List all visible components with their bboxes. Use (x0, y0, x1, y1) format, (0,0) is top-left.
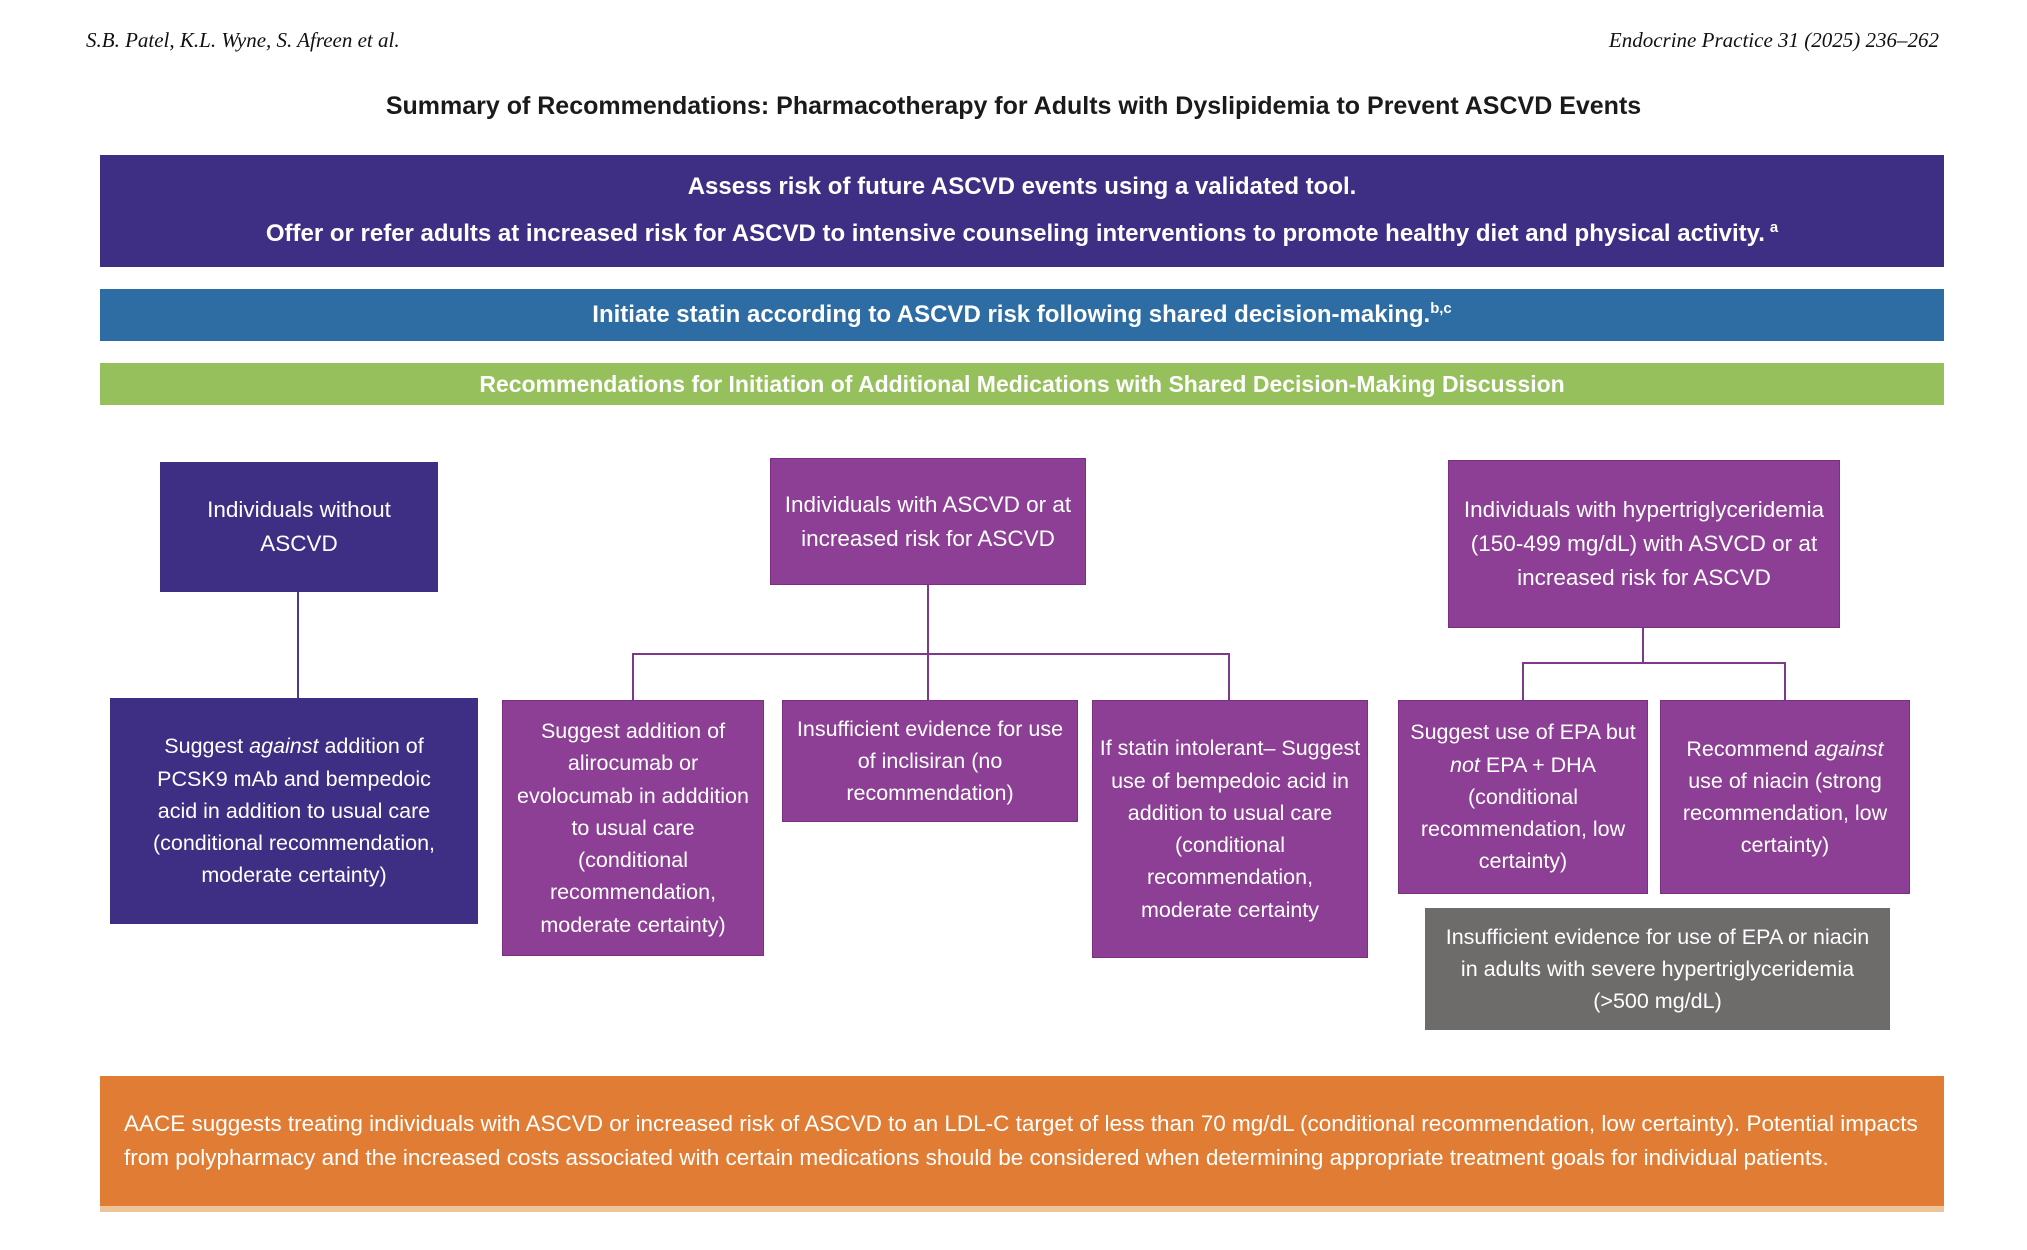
header-box-htg-text: Individuals with hypertriglyceridemia (150-499 mg/dL) with ASVCD or at increased risk for ASCVD (1463, 497, 1825, 590)
footer-note-ldl-target (100, 1076, 1944, 1212)
connector-col2-drop-left (632, 653, 634, 700)
connector-col3-drop-left (1522, 662, 1524, 700)
connector-col1-stem (297, 592, 299, 698)
footnote-marker-a: a (1769, 220, 1779, 236)
connector-col3-drop-right (1784, 662, 1786, 700)
banner-assess-line2 (266, 211, 1778, 258)
rec-inclisiran-text: Insufficient evidence for use of inclisiran (no recommendation) (796, 716, 1064, 806)
running-head-journal: Endocrine Practice 31 (2025) 236–262 (1608, 28, 1939, 52)
rec-epa-text: Suggest use of EPA but not EPA + DHA (conditional recommendation, low certainty) (1410, 720, 1636, 874)
banner-assess-risk (100, 155, 1944, 267)
banner-initiate-statin (100, 289, 1944, 341)
rec-box-statin-intolerant-bempedoic (1092, 700, 1368, 958)
note-severe-text: Insufficient evidence for use of EPA or niacin in adults with severe hypertriglyceridemia (>500 mg/dL) (1445, 924, 1870, 1014)
rec-box-against-niacin (1660, 700, 1910, 894)
rec-bempedoic-text: If statin intolerant– Suggest use of bempedoic acid in addition to usual care (conditional recommendation, moderate certainty (1099, 736, 1361, 922)
banner-assess-line2-text: Offer or refer adults at increased risk for ASCVD to intensive counseling interventions to promote healthy diet and physical activity. (265, 220, 1765, 247)
header-box-individuals-with-ascvd (770, 458, 1086, 585)
connector-col3-horizontal (1522, 662, 1786, 664)
header-box-no-ascvd-text: Individuals without ASCVD (207, 497, 391, 556)
banner-assess-line1: Assess risk of future ASCVD events using a validated tool. (687, 173, 1357, 201)
figure-title: Summary of Recommendations: Pharmacotherapy for Adults with Dyslipidemia to Prevent ASCVD Events (385, 92, 1642, 120)
footer-note-text: AACE suggests treating individuals with ASCVD or increased risk of ASCVD to an LDL-C target of less than 70 mg/dL (conditional recommendation, low certainty). Potential impacts from polypharmacy and the increased costs associated with certain medications should be considered when determining appropriate treatment goals for individual patients. (124, 1111, 1918, 1170)
banner-statin-text: Initiate statin according to ASCVD risk following shared decision-making. (592, 301, 1431, 328)
note-box-severe-hypertriglyceridemia (1425, 908, 1890, 1030)
rec-niacin-text: Recommend against use of niacin (strong recommendation, low certainty) (1682, 736, 1888, 858)
header-box-hypertriglyceridemia (1448, 460, 1840, 628)
connector-col3-stem (1642, 628, 1644, 664)
connector-col2-horizontal (632, 653, 1230, 655)
rec-alirocumab-text: Suggest addition of alirocumab or evolocumab in adddition to usual care (conditional recommendation, moderate certainty) (517, 719, 749, 937)
connector-col2-drop-middle (927, 653, 929, 700)
rec-box-against-pcsk9-bempedoic (110, 698, 478, 924)
banner-statin-text-wrap (592, 301, 1451, 329)
banner-additional-text: Recommendations for Initiation of Additional Medications with Shared Decision-Making Discussion (479, 370, 1565, 397)
rec-box-inclisiran (782, 700, 1078, 822)
header-box-ascvd-text: Individuals with ASCVD or at increased risk for ASCVD (784, 491, 1072, 551)
banner-additional-medications (100, 363, 1944, 405)
running-head-authors: S.B. Patel, K.L. Wyne, S. Afreen et al. (86, 28, 400, 52)
header-box-individuals-without-ascvd (160, 462, 438, 592)
rec-box-epa (1398, 700, 1648, 894)
rec-box-alirocumab-evolocumab (502, 700, 764, 956)
connector-col2-stem (927, 585, 929, 655)
rec-pcsk9-text: Suggest against addition of PCSK9 mAb and bempedoic acid in addition to usual care (conditional recommendation, moderate certainty) (152, 734, 436, 888)
connector-col2-drop-right (1228, 653, 1230, 700)
footnote-marker-bc: b,c (1430, 301, 1452, 317)
